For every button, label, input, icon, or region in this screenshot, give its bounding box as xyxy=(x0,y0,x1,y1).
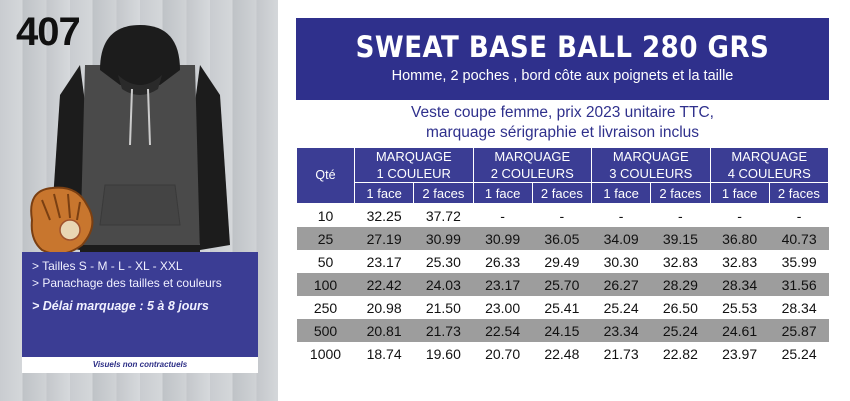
price-cell: 22.54 xyxy=(473,319,532,342)
qty-header: Qté xyxy=(297,148,355,204)
table-row xyxy=(297,204,829,228)
price-cell: 35.99 xyxy=(781,253,817,270)
price-cell: 32.83 xyxy=(662,253,698,270)
price-table xyxy=(296,147,829,365)
price-cell: - xyxy=(559,207,565,224)
info-panel xyxy=(22,252,258,357)
price-cell: 29.49 xyxy=(544,253,580,270)
price-cell: 25.24 xyxy=(781,345,817,362)
price-cell: 32.83 xyxy=(722,253,758,270)
price-cell: 22.42 xyxy=(355,273,414,296)
disclaimer-text: Visuels non contractuels xyxy=(22,357,258,373)
qty-cell: 250 xyxy=(313,299,338,316)
price-cell: 26.50 xyxy=(662,299,698,316)
price-cell: 25.70 xyxy=(532,273,591,296)
qty-cell: 50 xyxy=(317,253,334,270)
price-cell: 36.80 xyxy=(710,227,769,250)
price-cell: 23.34 xyxy=(592,319,651,342)
price-cell: 40.73 xyxy=(769,227,828,250)
sub-header: 1 face xyxy=(592,183,651,204)
sub-header-row xyxy=(297,183,829,204)
group-header-3: MARQUAGE 3 COULEURS xyxy=(592,148,711,183)
group-header-4: MARQUAGE 4 COULEURS xyxy=(710,148,829,183)
sub-header: 2 faces xyxy=(651,183,710,204)
price-cell: 23.97 xyxy=(722,345,758,362)
price-cell: 31.56 xyxy=(769,273,828,296)
table-row xyxy=(297,227,829,250)
price-cell: 34.09 xyxy=(592,227,651,250)
price-cell: 19.60 xyxy=(425,345,461,362)
price-cell: 26.33 xyxy=(485,253,521,270)
sub-header: 2 faces xyxy=(532,183,591,204)
price-cell: 23.17 xyxy=(473,273,532,296)
qty-cell: 100 xyxy=(297,273,355,296)
price-description xyxy=(296,103,829,143)
price-cell: 22.82 xyxy=(662,345,698,362)
sub-header: 2 faces xyxy=(414,183,473,204)
price-cell: - xyxy=(737,207,742,224)
description-line-1: Veste coupe femme, prix 2023 unitaire TTC, xyxy=(411,104,714,121)
table-row xyxy=(297,273,829,296)
price-cell: 23.00 xyxy=(485,299,521,316)
price-cell: - xyxy=(678,207,683,224)
price-cell: - xyxy=(618,207,624,224)
page-title: SWEAT BASE BALL 280 GRS xyxy=(355,30,770,64)
price-cell: 20.98 xyxy=(366,299,402,316)
price-cell: 25.87 xyxy=(769,319,828,342)
qty-cell: 25 xyxy=(297,227,355,250)
sub-header: 1 face xyxy=(355,183,414,204)
table-row xyxy=(297,319,829,342)
page-subtitle: Homme, 2 poches , bord côte aux poignets et la taille xyxy=(391,68,734,84)
price-cell: 37.72 xyxy=(425,207,461,224)
price-cell: 30.30 xyxy=(603,253,639,270)
price-cell: 25.24 xyxy=(651,319,710,342)
price-cell: 20.81 xyxy=(355,319,414,342)
price-cell: 28.34 xyxy=(781,299,817,316)
price-cell: - xyxy=(796,207,802,224)
group-header-2: MARQUAGE 2 COULEURS xyxy=(473,148,592,183)
table-row xyxy=(297,250,829,273)
sub-header: 1 face xyxy=(473,183,532,204)
price-cell: 26.27 xyxy=(592,273,651,296)
qty-cell: 1000 xyxy=(309,345,342,362)
price-cell: 27.19 xyxy=(355,227,414,250)
price-cell: 25.30 xyxy=(425,253,461,270)
price-cell: 23.17 xyxy=(366,253,402,270)
price-cell: 25.41 xyxy=(544,299,580,316)
baseball-glove-image xyxy=(22,180,102,260)
group-header-1: MARQUAGE 1 COULEUR xyxy=(355,148,474,183)
group-header-row xyxy=(297,148,829,183)
price-cell: 21.50 xyxy=(425,299,461,316)
sub-header: 2 faces xyxy=(769,183,828,204)
price-cell: 24.61 xyxy=(710,319,769,342)
price-cell: 25.53 xyxy=(722,299,758,316)
product-number: 407 xyxy=(16,10,80,54)
price-cell: 30.99 xyxy=(414,227,473,250)
price-cell: 25.24 xyxy=(603,299,639,316)
sizes-text: > Tailles S - M - L - XL - XXL xyxy=(32,259,183,273)
price-cell: 20.70 xyxy=(485,345,521,362)
product-visual-panel xyxy=(0,0,278,401)
price-cell: 24.15 xyxy=(532,319,591,342)
price-cell: 18.74 xyxy=(366,345,402,362)
price-cell: 39.15 xyxy=(651,227,710,250)
description-line-2: marquage sérigraphie et livraison inclus xyxy=(425,124,700,141)
mixing-text: > Panachage des tailles et couleurs xyxy=(32,276,222,290)
title-banner xyxy=(296,18,829,100)
sub-header: 1 face xyxy=(710,183,769,204)
table-row xyxy=(297,342,829,365)
table-row xyxy=(297,296,829,319)
price-cell: 21.73 xyxy=(414,319,473,342)
delay-text: > Délai marquage : 5 à 8 jours xyxy=(32,299,209,313)
price-cell: 36.05 xyxy=(532,227,591,250)
price-cell: - xyxy=(500,207,505,224)
price-cell: 21.73 xyxy=(603,345,639,362)
price-cell: 28.34 xyxy=(710,273,769,296)
price-cell: 28.29 xyxy=(651,273,710,296)
price-cell: 32.25 xyxy=(366,207,402,224)
qty-cell: 500 xyxy=(297,319,355,342)
price-cell: 22.48 xyxy=(544,345,580,362)
qty-cell: 10 xyxy=(317,207,334,224)
price-cell: 30.99 xyxy=(473,227,532,250)
price-table-body xyxy=(297,204,829,366)
price-cell: 24.03 xyxy=(414,273,473,296)
